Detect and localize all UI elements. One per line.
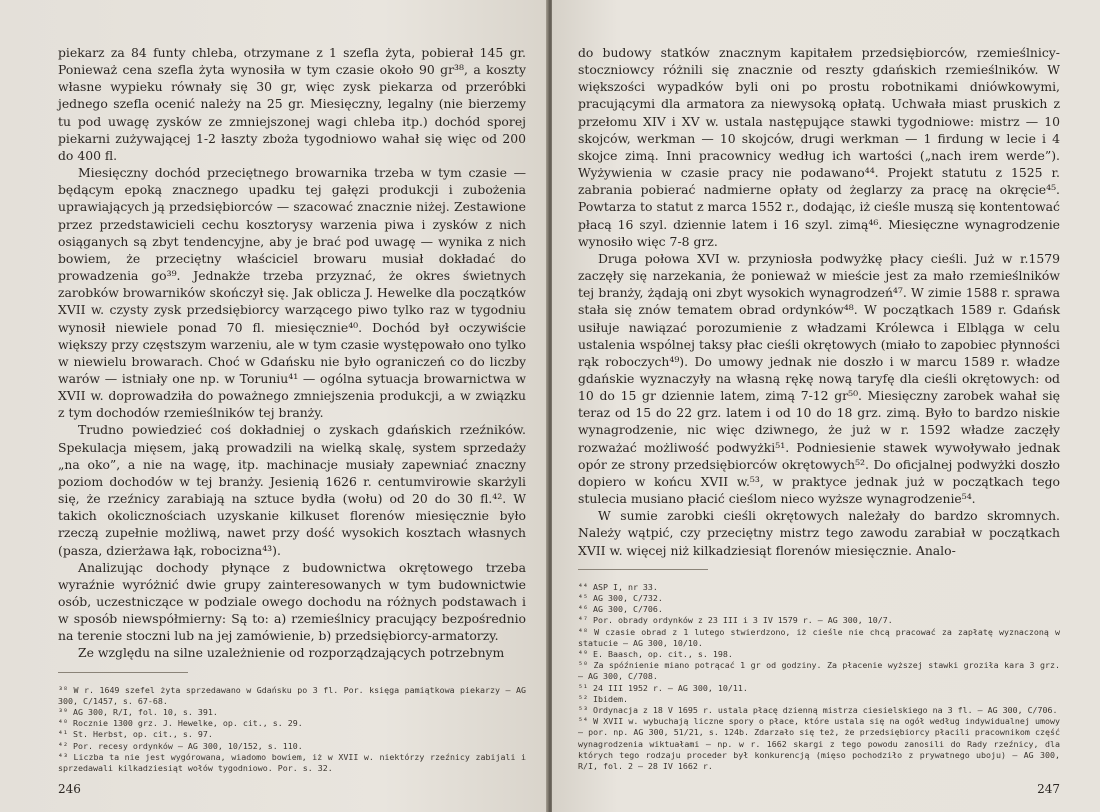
- paragraph: Ze względu na silne uzależnienie od rozporządzających potrzebnym: [78, 645, 505, 661]
- footnote: ⁴⁷ Por. obrady ordynków z 23 III i 3 IV 1579 r. — AG 300, 10/7.: [578, 615, 893, 626]
- footnote: ⁴¹ St. Herbst, op. cit., s. 97.: [58, 729, 213, 740]
- footnote: ⁴⁶ AG 300, C/706.: [578, 604, 663, 615]
- paragraph: do budowy statków znacznym kapitałem przedsiębiorców, rzemieślnicy-stoczniowcy różnili się znacznie od reszty gdańskich rzemieślników. W większości wypadków byli oni po prostu robotnikami dniówkowymi, pracującymi dla armatora za niewysoką opłatą. Uchwała miast pruskich z przełomu XIV i XV w. ustala następujące stawki tygodniowe: mistrz — 10 skojców, werkman — 10 skojców, drugi werkman — 1 firdung w lecie i 4 skojce zimą. Inni pracownicy według ich wartości („nach irem werde”). Wyżywienia w czasie pracy nie podawano⁴⁴. Projekt statutu z 1525 r. zabrania pobierać nadmierne opłaty od żeglarzy za pracę na okręcie⁴⁵. Powtarza to statut z marca 1552 r., dodając, iż cieśle muszą się kontentować płacą 16 szyl. dziennie latem i 16 szyl. zimą⁴⁶. Miesięczne wynagrodzenie wynosiło więc 7-8 grz.: [578, 45, 1060, 249]
- right-page: [552, 0, 1100, 812]
- footnote: ³⁸ W r. 1649 szefel żyta sprzedawano w Gdańsku po 3 fl. Por. księga pamiątkowa piekarzy — AG 300, C/1457, s. 67-68.: [58, 684, 526, 706]
- left-footnotes: [58, 685, 526, 775]
- page-number: 247: [1037, 782, 1060, 796]
- page-number: 246: [58, 782, 81, 796]
- footnote: ⁴⁰ Rocznie 1300 grz. J. Hewelke, op. cit., s. 29.: [58, 718, 303, 729]
- left-page: [0, 0, 548, 812]
- paragraph: Analizując dochody płynące z budownictwa okrętowego trzeba wyraźnie wyróżnić dwie grupy zainteresowanych w tym budownictwie osób, uczestniczące w podziale owego dochodu na różnych podstawach i w sposób niewspółmierny: Są to: a) rzemieślnicy pracujący bezpośrednio na terenie stoczni lub na jej zamówienie, b) przedsiębiorcy-armatorzy.: [58, 559, 526, 644]
- footnote: ³⁹ AG 300, R/I, fol. 10, s. 391.: [58, 707, 218, 718]
- left-body-text: [58, 44, 526, 662]
- footnote: ⁴³ Liczba ta nie jest wygórowana, wiadomo bowiem, iż w XVII w. niektórzy rzeźnicy zabijali i sprzedawali kilkadziesiąt wołów tygodniowo. Por. s. 32.: [58, 751, 526, 774]
- footnote-divider: [58, 672, 188, 673]
- footnote: ⁵⁴ W XVII w. wybuchają liczne spory o płace, które ustala się na ogół według indywidualnej umowy — por. np. AG 300, 51/21, s. 124b. Zdarzało się też, że przedsiębiorcy płacili pracownikom część wynagrodzenia wiktuałami — np. w r. 1662 skargi z tego powodu zanosili do Rady rzeźnicy, dla których tego rodzaju proceder był konkurencją (mięso pochodziło z prywatnego uboju) — AG 300, R/I, fol. 2 — 28 IV 1662 r.: [578, 716, 1060, 771]
- paragraph: Trudno powiedzieć coś dokładniej o zyskach gdańskich rzeźników. Spekulacja mięsem, jaką prowadzili na wielką skalę, system sprzedaży „na oko”, a nie na wagę, itp. machinacje musiały zapewniać znaczny poziom dochodów w tej branży. Jesienią 1626 r. centumvirowie skarżyli się, że rzeźnicy zarabiają na sztuce bydła (wołu) od 20 do 30 fl.⁴². W takich okolicznościach uzyskanie kilkuset florenów miesięcznie było rzeczą zupełnie możliwą, nawet przy dość wysokich kosztach własnych (pasza, dzierżawa łąk, robocizna⁴³).: [58, 422, 526, 558]
- footnote: ⁴⁹ E. Baasch, op. cit., s. 198.: [578, 648, 733, 659]
- footnote-divider: [578, 569, 708, 570]
- paragraph: Miesięczny dochód przeciętnego browarnika trzeba w tym czasie — będącym epoką znacznego upadku tej gałęzi produkcji i zubożenia uprawiających ją przedsiębiorców — szacować znacznie niżej. Zestawione przez przedstawicieli cechu kosztorysy warzenia piwa i zysków z nich osiąganych są zbyt tendencyjne, aby je brać pod uwagę — wynika z nich bowiem, że przeciętny właściciel browaru musiał dokładać do prowadzenia go³⁹. Jednakże trzeba przyznać, że okres świetnych zarobków browarników skończył się. Jak oblicza J. Hewelke dla początków XVII w. czysty zysk przedsiębiorcy warzącego piwo tylko raz w tygodniu wynosił niewiele ponad 70 fl. miesięcznie⁴⁰. Dochód był oczywiście większy przy częstszym warzeniu, ale w tym czasie występowało ono tylko w niewielu browarach. Choć w Gdańsku nie było ograniczeń co do liczby warów — istniały one np. w Toruniu⁴¹ — ogólna sytuacja browarnictwa w XVII w. doprowadziła do poważnego zmniejszenia produkcji, a w związku z tym dochodów rzemieślników tej branży.: [58, 165, 526, 421]
- footnote: ⁵³ Ordynacja z 18 V 1695 r. ustala płacę dzienną mistrza ciesielskiego na 3 fl. — AG 300, C/706.: [578, 704, 1058, 715]
- footnote: ⁴⁵ AG 300, C/732.: [578, 592, 663, 603]
- footnote: ⁴² Por. recesy ordynków — AG 300, 10/152, s. 110.: [58, 740, 303, 751]
- footnote: ⁴⁸ W czasie obrad z 1 lutego stwierdzono, iż cieśle nie chcą pracować za zapłatę wyznaczoną w statucie — AG 300, 10/10.: [578, 626, 1060, 648]
- right-footnotes: [578, 582, 1060, 772]
- right-body-text: [578, 44, 1060, 559]
- paragraph: piekarz za 84 funty chleba, otrzymane z 1 szefla żyta, pobierał 145 gr. Ponieważ cena szefla żyta wynosiła w tym czasie około 90 gr³⁸, a koszty własne wypieku równały się 30 gr, więc zysk piekarza od przeróbki jednego szefla ocenić należy na 25 gr. Miesięczny, legalny (nie bierzemy tu pod uwagę zysków ze zmniejszonej wagi chleba itp.) dochód sporej piekarni zużywającej 1-2 łaszty zboża tygodniowo wahał się więc od 200 do 400 fl.: [58, 45, 526, 163]
- paragraph: W sumie zarobki cieśli okrętowych należały do bardzo skromnych. Należy wątpić, czy przeciętny mistrz tego zawodu zarabiał w początkach XVII w. więcej niż kilkadziesiąt florenów miesięcznie. Analo-: [578, 508, 1060, 558]
- footnote: ⁴⁴ ASP I, nr 33.: [578, 581, 658, 592]
- footnote: ⁵¹ 24 III 1952 r. — AG 300, 10/11.: [578, 682, 748, 693]
- footnote: ⁵⁰ Za spóźnienie miano potrącać 1 gr od godziny. Za płacenie wyższej stawki groziła kara 3 grz. — AG 300, C/708.: [578, 660, 1060, 682]
- footnote: ⁵² Ibidem.: [578, 693, 628, 704]
- paragraph: Druga połowa XVI w. przyniosła podwyżkę płacy cieśli. Już w r.1579 zaczęły się narzekania, że ponieważ w mieście jest za mało rzemieślników tej branży, żądają oni zbyt wysokich wynagrodzeń⁴⁷. W zimie 1588 r. sprawa stała się znów tematem obrad ordynków⁴⁸. W początkach 1589 r. Gdańsk usiłuje nawiązać porozumienie z władzami Królewca i Elbląga w celu ustalenia wspólnej taksy płac cieśli okrętowych (miało to zapobiec płynności rąk roboczych⁴⁹). Do umowy jednak nie doszło i w marcu 1589 r. władze gdańskie wyznaczyły na własną rękę nową taryfę dla cieśli okrętowych: od 10 do 15 gr dziennie latem, zimą 7-12 gr⁵⁰. Miesięczny zarobek wahał się teraz od 15 do 22 grz. latem i od 10 do 18 grz. zimą. Było to bardzo niskie wynagrodzenie, nic więc dziwnego, że już w r. 1592 władze zaczęły rozważać możliwość podwyżki⁵¹. Podniesienie stawek wywoływało jednak opór ze strony przedsiębiorców okrętowych⁵². Do oficjalnej podwyżki doszło dopiero w końcu XVII w.⁵³, w praktyce jednak już w początkach tego stulecia musiano płacić cieślom nieco wyższe wynagrodzenie⁵⁴.: [578, 250, 1060, 507]
